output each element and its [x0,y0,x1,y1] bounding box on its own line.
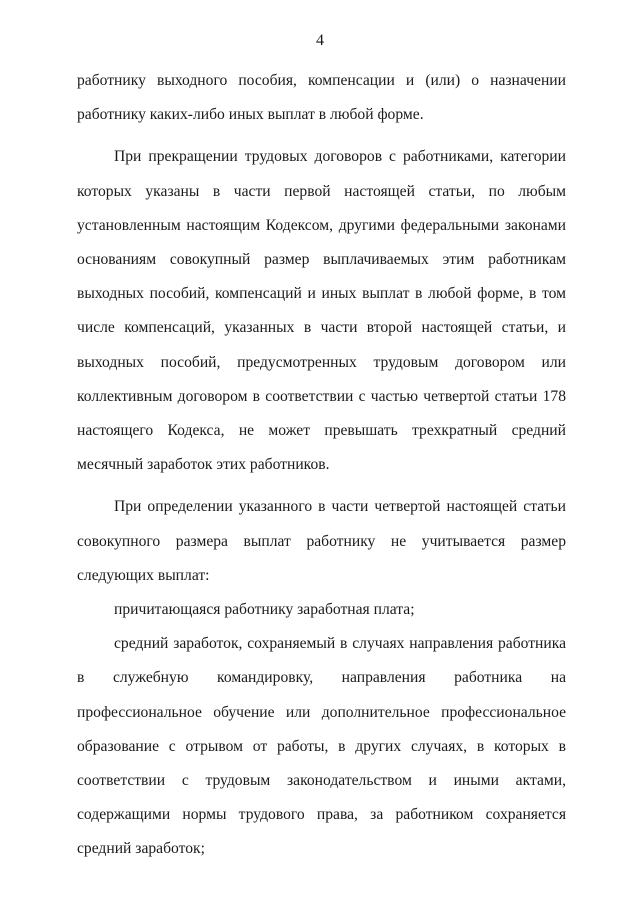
paragraph-excluded-payments: При определении указанного в части четвертой настоящей статьи совокупного размера выплат работнику не учитывается размер следующих выплат: [77,498,566,584]
page-number: 4 [316,32,324,49]
paragraph-continuation: работнику выходного пособия, компенсации и (или) о назначении работнику каких-либо иных выплат в любой форме. [77,72,566,124]
paragraph-total-payments-limit: При прекращении трудовых договоров с работниками, категории которых указаны в части первой настоящей статьи, по любым установленным настоящим Кодексом, другими федеральными законами основаниям совокупный размер выплачиваемых этим работникам выходных пособий, компенсаций и иных выплат в любой форме, в том числе компенсаций, указанных в части второй настоящей статьи, и выходных пособий, предусмотренных трудовым договором или коллективным договором в соответствии с частью четвертой статьи 178 настоящего Кодекса, не может превышать трехкратный средний месячный заработок этих работников. [77,148,566,474]
list-item-salary: причитающаяся работнику заработная плата; [114,601,415,619]
document-body [77,64,566,867]
list-item-average-earnings: средний заработок, сохраняемый в случаях направления работника в служебную командировку, направления работника на профессиональное обучение или дополнительное профессиональное образование с отрывом от работы, в других случаях, в которых в соответствии с трудовым законодательством и иными актами, содержащими нормы трудового права, за работником сохраняется средний заработок; [77,635,566,858]
